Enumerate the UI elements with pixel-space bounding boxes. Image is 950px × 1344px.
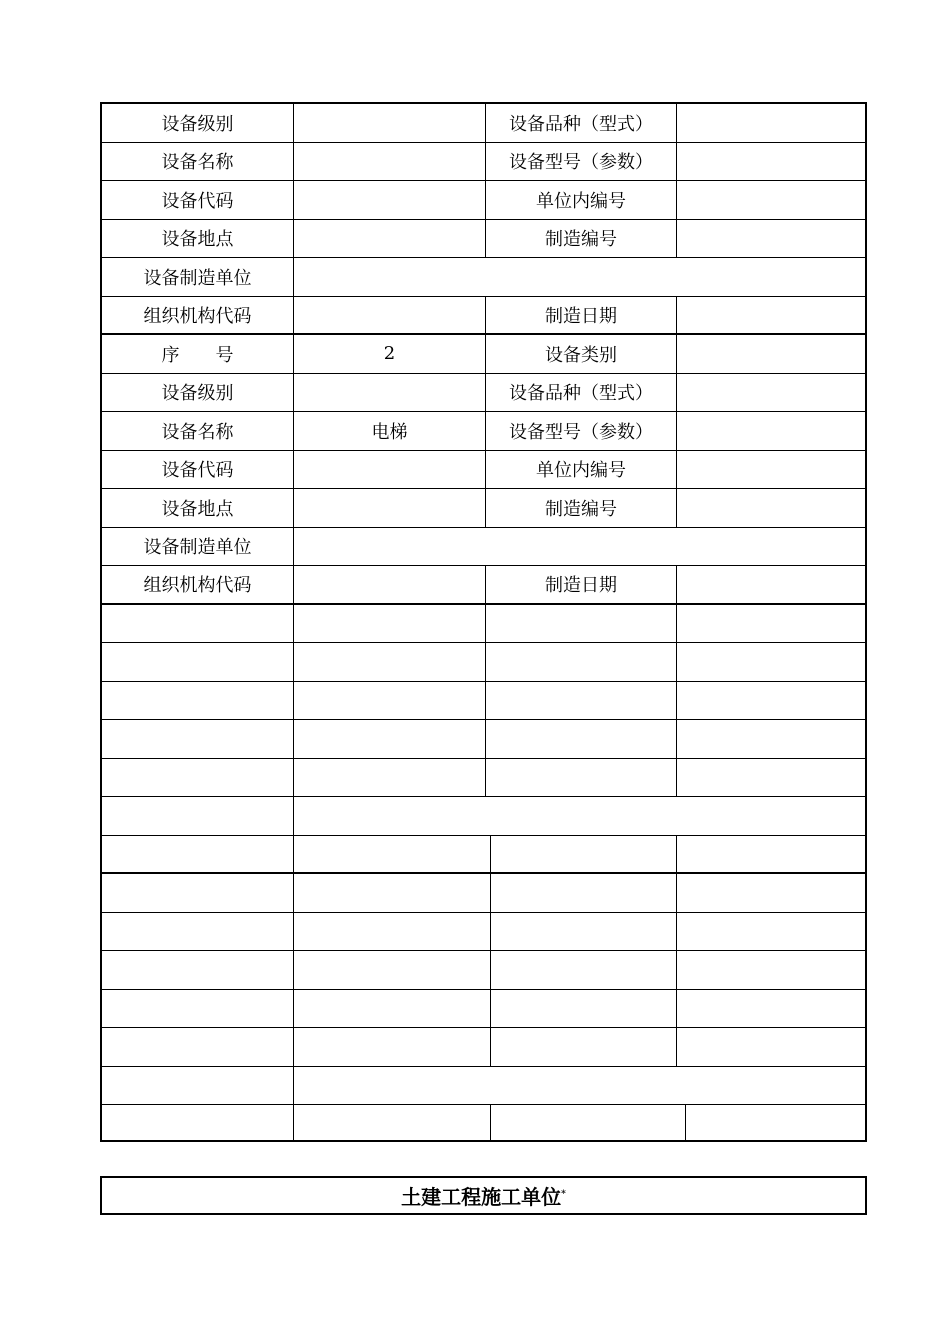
value-equipment-variety[interactable] — [677, 374, 865, 412]
section-heading-box — [100, 1176, 867, 1215]
label-serial-number: 序 号 — [161, 344, 234, 366]
empty-row — [102, 720, 865, 759]
table-row — [102, 374, 865, 413]
label-manufacture-date: 制造日期 — [545, 575, 617, 597]
label-equipment-name: 设备名称 — [161, 421, 234, 443]
label-equipment-level: 设备级别 — [161, 383, 234, 405]
value-equipment-level[interactable] — [294, 374, 485, 412]
value-manufacture-date[interactable] — [677, 297, 865, 334]
table-row — [102, 335, 865, 374]
table-row — [102, 297, 865, 336]
value-equipment-level[interactable] — [294, 104, 485, 142]
label-internal-number: 单位内编号 — [536, 460, 626, 482]
equipment-form-table — [100, 102, 867, 1142]
empty-row — [102, 990, 865, 1029]
value-serial-number[interactable]: 2 — [383, 343, 396, 365]
value-manufacturer[interactable] — [294, 258, 865, 296]
label-equipment-category: 设备类别 — [545, 344, 617, 366]
value-internal-number[interactable] — [677, 181, 865, 219]
empty-row — [102, 874, 865, 913]
label-manufacture-date: 制造日期 — [545, 305, 617, 327]
empty-row — [102, 605, 865, 644]
value-manufacturer[interactable] — [294, 528, 865, 566]
value-equipment-name[interactable] — [294, 143, 485, 181]
table-row — [102, 220, 865, 259]
required-mark: * — [561, 1189, 566, 1200]
table-row — [102, 143, 865, 182]
label-equipment-location: 设备地点 — [161, 229, 234, 251]
label-equipment-model: 设备型号（参数） — [509, 421, 653, 443]
table-row — [102, 451, 865, 490]
value-equipment-category[interactable] — [677, 335, 865, 373]
value-org-code[interactable] — [294, 297, 485, 334]
value-equipment-variety[interactable] — [677, 104, 865, 142]
label-equipment-variety: 设备品种（型式） — [509, 113, 653, 135]
table-row — [102, 528, 865, 567]
value-equipment-model[interactable] — [677, 412, 865, 450]
value-equipment-location[interactable] — [294, 220, 485, 258]
label-equipment-name: 设备名称 — [161, 152, 234, 174]
label-manufacturer: 设备制造单位 — [143, 267, 252, 289]
value-equipment-code[interactable] — [294, 451, 485, 489]
label-manufacture-number: 制造编号 — [545, 229, 617, 251]
label-internal-number: 单位内编号 — [536, 190, 626, 212]
label-equipment-model: 设备型号（参数） — [509, 152, 653, 174]
label-org-code: 组织机构代码 — [143, 575, 252, 597]
label-org-code: 组织机构代码 — [143, 305, 252, 327]
empty-row — [102, 1067, 865, 1106]
value-org-code[interactable] — [294, 566, 485, 603]
empty-row — [102, 643, 865, 682]
value-manufacture-number[interactable] — [677, 489, 865, 527]
value-equipment-name[interactable]: 电梯 — [371, 421, 408, 443]
table-row — [102, 258, 865, 297]
label-equipment-code: 设备代码 — [161, 190, 234, 212]
table-row — [102, 489, 865, 528]
table-row — [102, 412, 865, 451]
section-title — [401, 1181, 566, 1210]
empty-row — [102, 759, 865, 798]
label-manufacture-number: 制造编号 — [545, 498, 617, 520]
label-equipment-variety: 设备品种（型式） — [509, 383, 653, 405]
empty-row — [102, 1105, 865, 1140]
table-row — [102, 104, 865, 143]
label-equipment-location: 设备地点 — [161, 498, 234, 520]
label-equipment-code: 设备代码 — [161, 460, 234, 482]
value-equipment-location[interactable] — [294, 489, 485, 527]
empty-row — [102, 682, 865, 721]
label-equipment-level: 设备级别 — [161, 113, 234, 135]
value-internal-number[interactable] — [677, 451, 865, 489]
value-equipment-code[interactable] — [294, 181, 485, 219]
value-equipment-model[interactable] — [677, 143, 865, 181]
value-manufacture-number[interactable] — [677, 220, 865, 258]
section-title-text: 土建工程施工单位 — [401, 1185, 562, 1209]
empty-row — [102, 951, 865, 990]
empty-row — [102, 1028, 865, 1067]
empty-row — [102, 836, 865, 875]
table-row — [102, 566, 865, 605]
empty-row — [102, 797, 865, 836]
table-row — [102, 181, 865, 220]
empty-row — [102, 913, 865, 952]
value-manufacture-date[interactable] — [677, 566, 865, 603]
label-manufacturer: 设备制造单位 — [143, 537, 252, 559]
